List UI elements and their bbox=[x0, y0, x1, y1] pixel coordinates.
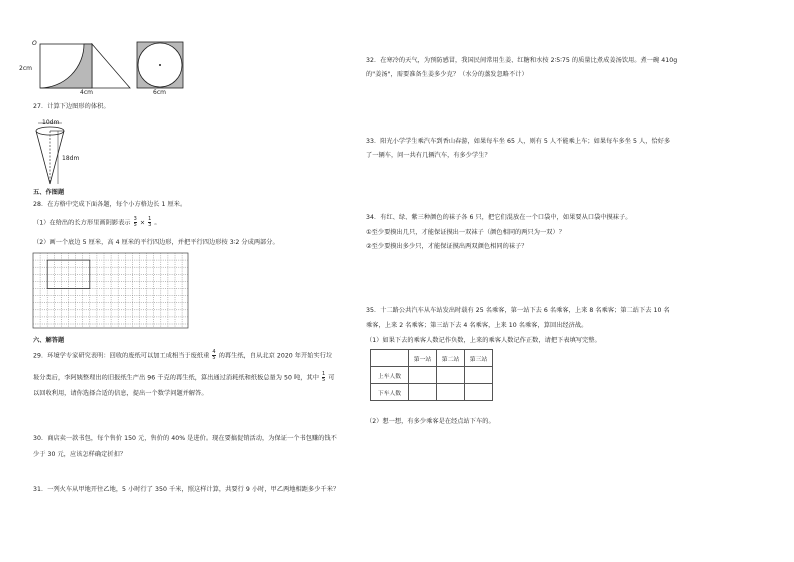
fraction-1-5: $\frac{1}{5}$ bbox=[322, 371, 326, 383]
question-28-2: （2）画一个底边 5 厘米，高 4 厘米的平行四边形，并把平行四边形按 3∶2 分成两部分。 bbox=[33, 239, 279, 246]
question-29-text-a: 29．环境学专家研究表明：回收的废纸可以加工成相当于废纸重 bbox=[33, 352, 210, 360]
table-row-label: 上车人数 bbox=[371, 367, 409, 384]
question-32-line1: 32．在寒冷的天气，为预防感冒，我国民间常用生姜、红糖和水按 2∶5∶75 的质量比煮成姜汤饮用。煮一碗 410g bbox=[366, 57, 678, 64]
table-cell[interactable] bbox=[465, 384, 493, 401]
question-31: 31．一列火车从甲地开往乙地，5 小时行了 350 千米，照这样计算，共要行 9 小时，甲乙两地相距多少千米？ bbox=[33, 486, 340, 493]
question-33-line2: 了一辆车，问一共有几辆汽车，有多少学生？ bbox=[366, 152, 491, 159]
table-header-cell: 第二站 bbox=[437, 350, 465, 367]
rect-height-label: 2cm bbox=[19, 65, 32, 72]
table-row-label: 下车人数 bbox=[371, 384, 409, 401]
table-header-cell bbox=[371, 350, 409, 367]
table-cell[interactable] bbox=[409, 367, 437, 384]
multiply-sign: × bbox=[139, 219, 146, 227]
question-35-line1: 35．十二路公共汽车从车站发出时载有 25 名乘客，第一站下去 6 名乘客，上来 8 名乘客；第二站下去 10 名 bbox=[366, 307, 670, 314]
cone-top-label: 10dm bbox=[42, 119, 60, 126]
fraction-4-5: $\frac{4}{5}$ bbox=[212, 349, 216, 361]
table-cell[interactable] bbox=[409, 384, 437, 401]
question-29-line1 bbox=[33, 350, 332, 361]
table-cell[interactable] bbox=[437, 384, 465, 401]
table-row bbox=[371, 367, 493, 384]
fraction-1-3: $\frac{1}{3}$ bbox=[148, 216, 152, 228]
question-29-text-b: 的再生纸，自从北京 2020 年开始实行垃 bbox=[218, 352, 333, 360]
period: 。 bbox=[154, 219, 161, 227]
table-row bbox=[371, 384, 493, 401]
section-5-title: 五、作图题 bbox=[33, 189, 65, 196]
table-header-cell: 第三站 bbox=[465, 350, 493, 367]
question-29-line2 bbox=[33, 372, 335, 383]
question-35-2: （2）想一想，有多少乘客是在经点站下车的。 bbox=[366, 418, 495, 425]
question-28-1-text: （1）在给出的长方形里画阴影表示 bbox=[33, 219, 131, 227]
question-28: 28．在方格中完成下面各题，每个小方格边长 1 厘米。 bbox=[33, 201, 187, 208]
question-35-line2: 乘客，上来 2 名乘客；第三站下去 4 名乘客，上来 10 名乘客，算回出经济战。 bbox=[366, 322, 588, 329]
origin-label: O bbox=[32, 40, 37, 47]
question-29-text-d: 可 bbox=[328, 374, 335, 382]
table-cell[interactable] bbox=[465, 367, 493, 384]
rect-width-label: 4cm bbox=[80, 89, 93, 96]
question-35-1: （1）如果下去的乘客人数记作负数，上来的乘客人数记作正数，请把下表填写完整。 bbox=[366, 337, 601, 344]
question-33-line1: 33．阳光小学学生乘汽车到香山春游，如果每车坐 65 人，则有 5 人不能乘上车；如果每车多坐 5 人，恰好多 bbox=[366, 138, 671, 145]
passenger-table bbox=[370, 349, 493, 401]
question-29-text-c: 圾分类后，李阿姨整理出的旧报纸生产出 96 千克的再生纸，算出通过消耗纸和纸板总量为 50 吨，其中 bbox=[33, 374, 319, 382]
question-32-line2: 的"姜汤"，需要准备生姜多少克？（水分的蒸发忽略不计） bbox=[366, 71, 528, 78]
fraction-3-5: $\frac{3}{5}$ bbox=[133, 216, 137, 228]
square-width-label: 6cm bbox=[153, 89, 166, 96]
question-30-line1: 30．商店卖一款书包，每个售价 150 元，售价的 40% 是进价。现在要搞促销活动，为保证一个书包赚的钱不 bbox=[33, 435, 337, 442]
table-cell[interactable] bbox=[437, 367, 465, 384]
section-6-title: 六、解答题 bbox=[33, 337, 65, 344]
question-34: 34．有红、绿、紫三种颜色的袜子各 6 只，把它们混放在一个口袋中，如果要从口袋中摸袜子。 bbox=[366, 214, 632, 221]
question-34-2: ②至少要摸出多少只，才能保证摸出两双颜色相同的袜子？ bbox=[366, 243, 528, 250]
question-29-line3: 以回收利用，请你选择合适的信息，提出一个数学问题并解答。 bbox=[33, 390, 208, 397]
question-34-1: ①至少要摸出几只，才能保证摸出一双袜子（颜色相同的两只为一双）？ bbox=[366, 229, 565, 236]
table-header-row bbox=[371, 350, 493, 367]
dot-grid[interactable] bbox=[0, 0, 400, 320]
table-header-cell: 第一站 bbox=[409, 350, 437, 367]
question-30-line2: 少于 30 元，应该怎样确定折扣？ bbox=[33, 451, 127, 458]
question-27: 27．计算下边图形的体积。 bbox=[33, 103, 110, 110]
cone-height-label: 18dm bbox=[62, 155, 80, 162]
